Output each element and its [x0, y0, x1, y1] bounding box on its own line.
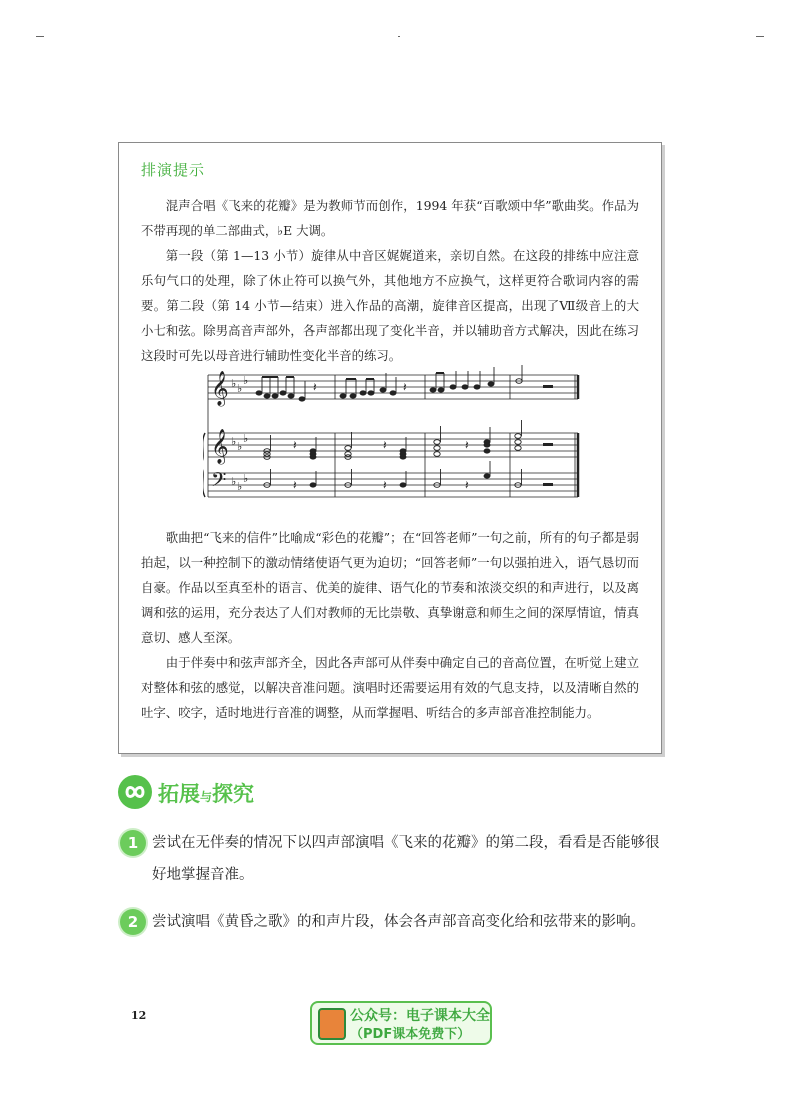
treble-clef: 𝄞: [211, 429, 229, 464]
extension-item-2: [152, 906, 672, 938]
svg-text:♭: ♭: [243, 472, 249, 485]
rehearsal-tips-box: [118, 142, 662, 754]
svg-text:♭: ♭: [243, 432, 249, 445]
extension-item-1-text: 尝试在无伴奏的情况下以四声部演唱《飞来的花瓣》的第二段，看看是否能够很好地掌握音准。: [152, 835, 660, 883]
svg-text:♭: ♭: [237, 480, 243, 493]
stamp-line-2: （PDF课本免费下）: [350, 1027, 471, 1042]
bass-clef: 𝄢: [211, 468, 227, 496]
crop-mark-left: [36, 36, 44, 37]
svg-text:♭: ♭: [237, 382, 243, 395]
extension-title-part2: 探究: [212, 782, 255, 806]
svg-text:𝄽: 𝄽: [465, 478, 469, 492]
crop-mark-center: [398, 36, 400, 37]
svg-text:♭: ♭: [237, 440, 243, 453]
svg-text:𝄽: 𝄽: [313, 380, 317, 394]
treble-clef: 𝄞: [211, 371, 229, 406]
music-score: [203, 365, 583, 507]
svg-text:𝄽: 𝄽: [403, 380, 407, 394]
svg-text:𝄽: 𝄽: [383, 478, 387, 492]
svg-text:𝄽: 𝄽: [293, 438, 297, 452]
book-icon: [318, 1008, 346, 1040]
item-number-1: 1: [120, 830, 146, 856]
svg-text:𝄽: 𝄽: [383, 438, 387, 452]
tips-paragraph-1: 混声合唱《飞来的花瓣》是为教师节而创作，1994 年获“百歌颂中华”歌曲奖。作品为不带再现的单二部曲式，♭E 大调。: [141, 198, 639, 238]
tips-title: 排演提示: [141, 161, 206, 179]
crop-mark-right: [756, 36, 764, 37]
svg-text:𝄽: 𝄽: [293, 478, 297, 492]
extension-title-part1: 拓展: [158, 782, 200, 806]
stamp-line-1: 公众号：电子课本大全: [350, 1008, 490, 1024]
watermark-stamp: [310, 1001, 492, 1045]
tips-paragraph-3: 歌曲把“飞来的信件”比喻成“彩色的花瓣”；在“回答老师”一句之前，所有的句子都是弱拍起，以一种控制下的激动情绪使语气更为迫切；“回答老师”一句以强拍进入，语气恳切而自豪。作品以至真至朴的语言、优美的旋律、语气化的节奏和浓淡交织的和声进行，以及离调和弦的运用，充分表达了人们对教师的无比崇敬、真挚谢意和师生之间的深厚情谊，情真意切、感人至深。: [141, 530, 639, 645]
extension-item-1: [152, 827, 664, 891]
page-number: 12: [131, 1009, 147, 1022]
extension-title-connector: 与: [200, 790, 213, 804]
extension-title: [158, 778, 254, 808]
svg-text:♭: ♭: [243, 374, 249, 387]
infinity-icon: [118, 775, 152, 809]
svg-text:𝄽: 𝄽: [465, 438, 469, 452]
svg-text:♭: ♭: [231, 377, 237, 390]
tips-paragraph-4: 由于伴奏中和弦声部齐全，因此各声部可从伴奏中确定自己的音高位置，在听觉上建立对整体和弦的感觉，以解决音准问题。演唱时还需要运用有效的气息支持，以及清晰自然的吐字、咬字，适时地进行音准的调整，从而掌握唱、听结合的多声部音准控制能力。: [141, 655, 639, 720]
svg-text:♭: ♭: [231, 435, 237, 448]
extension-item-2-text: 尝试演唱《黄昏之歌》的和声片段，体会各声部音高变化给和弦带来的影响。: [152, 914, 645, 930]
svg-text:♭: ♭: [231, 475, 237, 488]
tips-paragraph-2: 第一段（第 1—13 小节）旋律从中音区娓娓道来，亲切自然。在这段的排练中应注意乐句气口的处理，除了休止符可以换气外，其他地方不应换气，这样更符合歌词内容的需要。第二段（第 14 小节—结束）进入作品的高潮，旋律音区提高，出现了Ⅶ级音上的大小七和弦。除男高音声部外，各声部都出现了变化半音，并以辅助音方式解决，因此在练习这段时可先以母音进行辅助性变化半音的练习。: [141, 248, 639, 363]
item-number-2: 2: [120, 909, 146, 935]
